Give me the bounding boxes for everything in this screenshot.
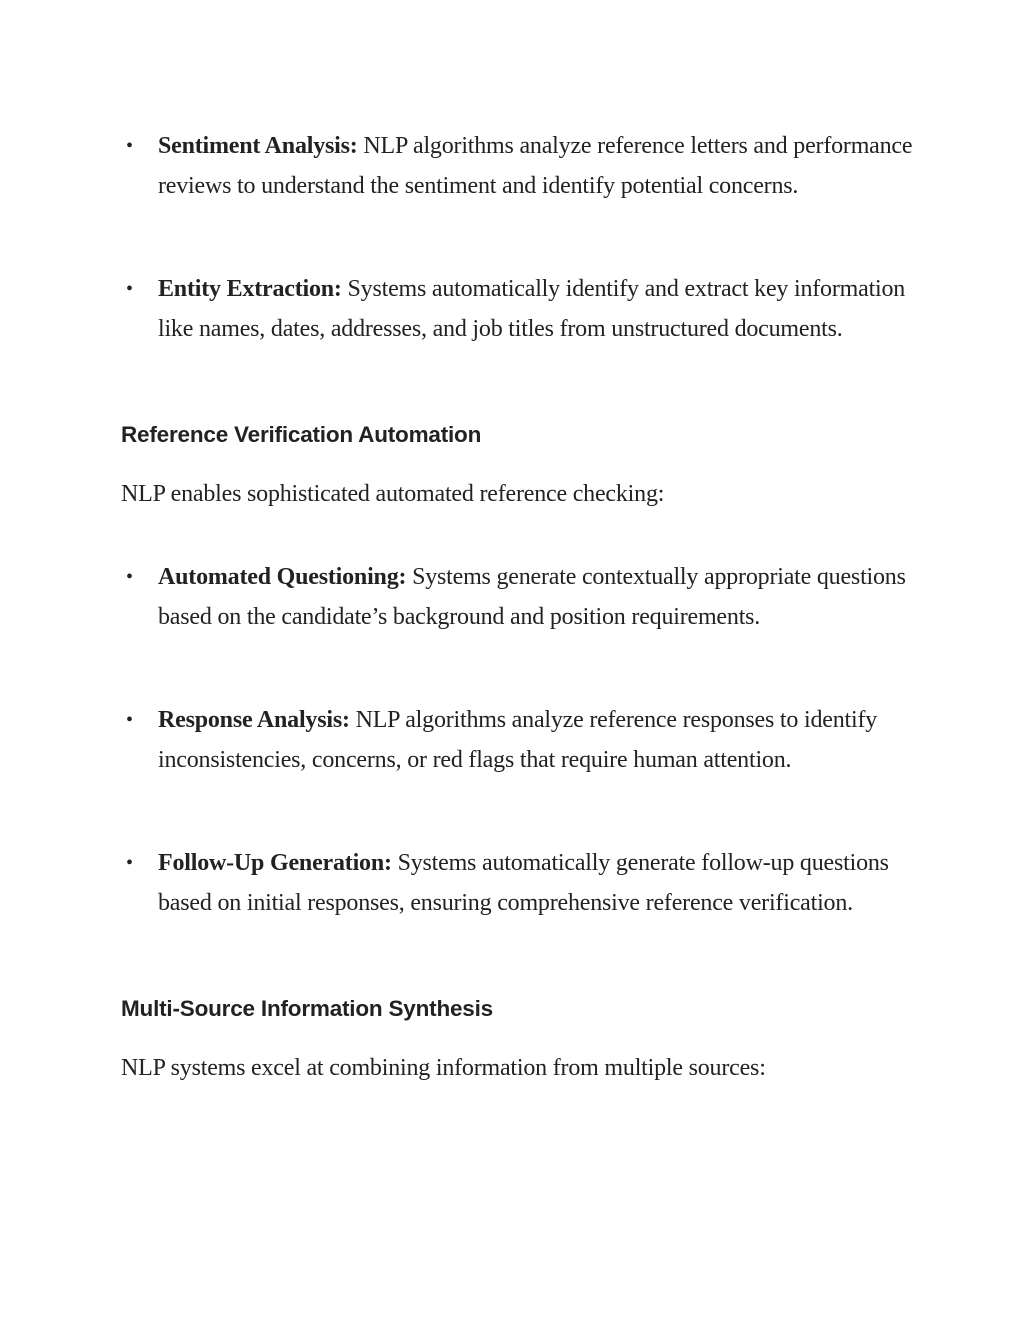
section-intro: NLP enables sophisticated automated reference checking: — [121, 481, 665, 507]
bullet-icon: • — [126, 135, 134, 157]
list-item-follow-up-generation — [158, 843, 918, 923]
bullet-icon: • — [126, 852, 134, 874]
list-item-term: Automated Questioning: — [158, 564, 407, 590]
list-item-text: Systems automatically identify and extract key information like names, dates, addresses, and job titles from unstructured documents. — [158, 276, 906, 342]
list-item-text: Systems generate contextually appropriate questions based on the candidate’s background and position requirements. — [158, 564, 906, 630]
list-item-term: Entity Extraction: — [158, 276, 342, 302]
list-item-text: Systems automatically generate follow-up questions based on initial responses, ensuring comprehensive reference verification. — [158, 850, 889, 916]
bullet-icon: • — [126, 566, 134, 588]
list-item-term: Follow-Up Generation: — [158, 850, 392, 876]
list-item-text: NLP algorithms analyze reference letters and performance reviews to understand the sentiment and identify potential concerns. — [158, 133, 913, 199]
bullet-icon: • — [126, 709, 134, 731]
bullet-icon: • — [126, 278, 134, 300]
section-heading-multi-source: Multi-Source Information Synthesis — [121, 996, 493, 1021]
list-item-term: Response Analysis: — [158, 707, 350, 733]
list-item-entity-extraction — [158, 269, 918, 349]
list-item-response-analysis — [158, 700, 918, 780]
list-item-sentiment-analysis — [158, 126, 918, 206]
section-intro: NLP systems excel at combining information from multiple sources: — [121, 1055, 766, 1081]
list-item-text: NLP algorithms analyze reference responses to identify inconsistencies, concerns, or red flags that require human attention. — [158, 707, 878, 773]
list-item-term: Sentiment Analysis: — [158, 133, 358, 159]
section-heading-reference-verification: Reference Verification Automation — [121, 422, 482, 447]
list-item-automated-questioning — [158, 557, 918, 637]
